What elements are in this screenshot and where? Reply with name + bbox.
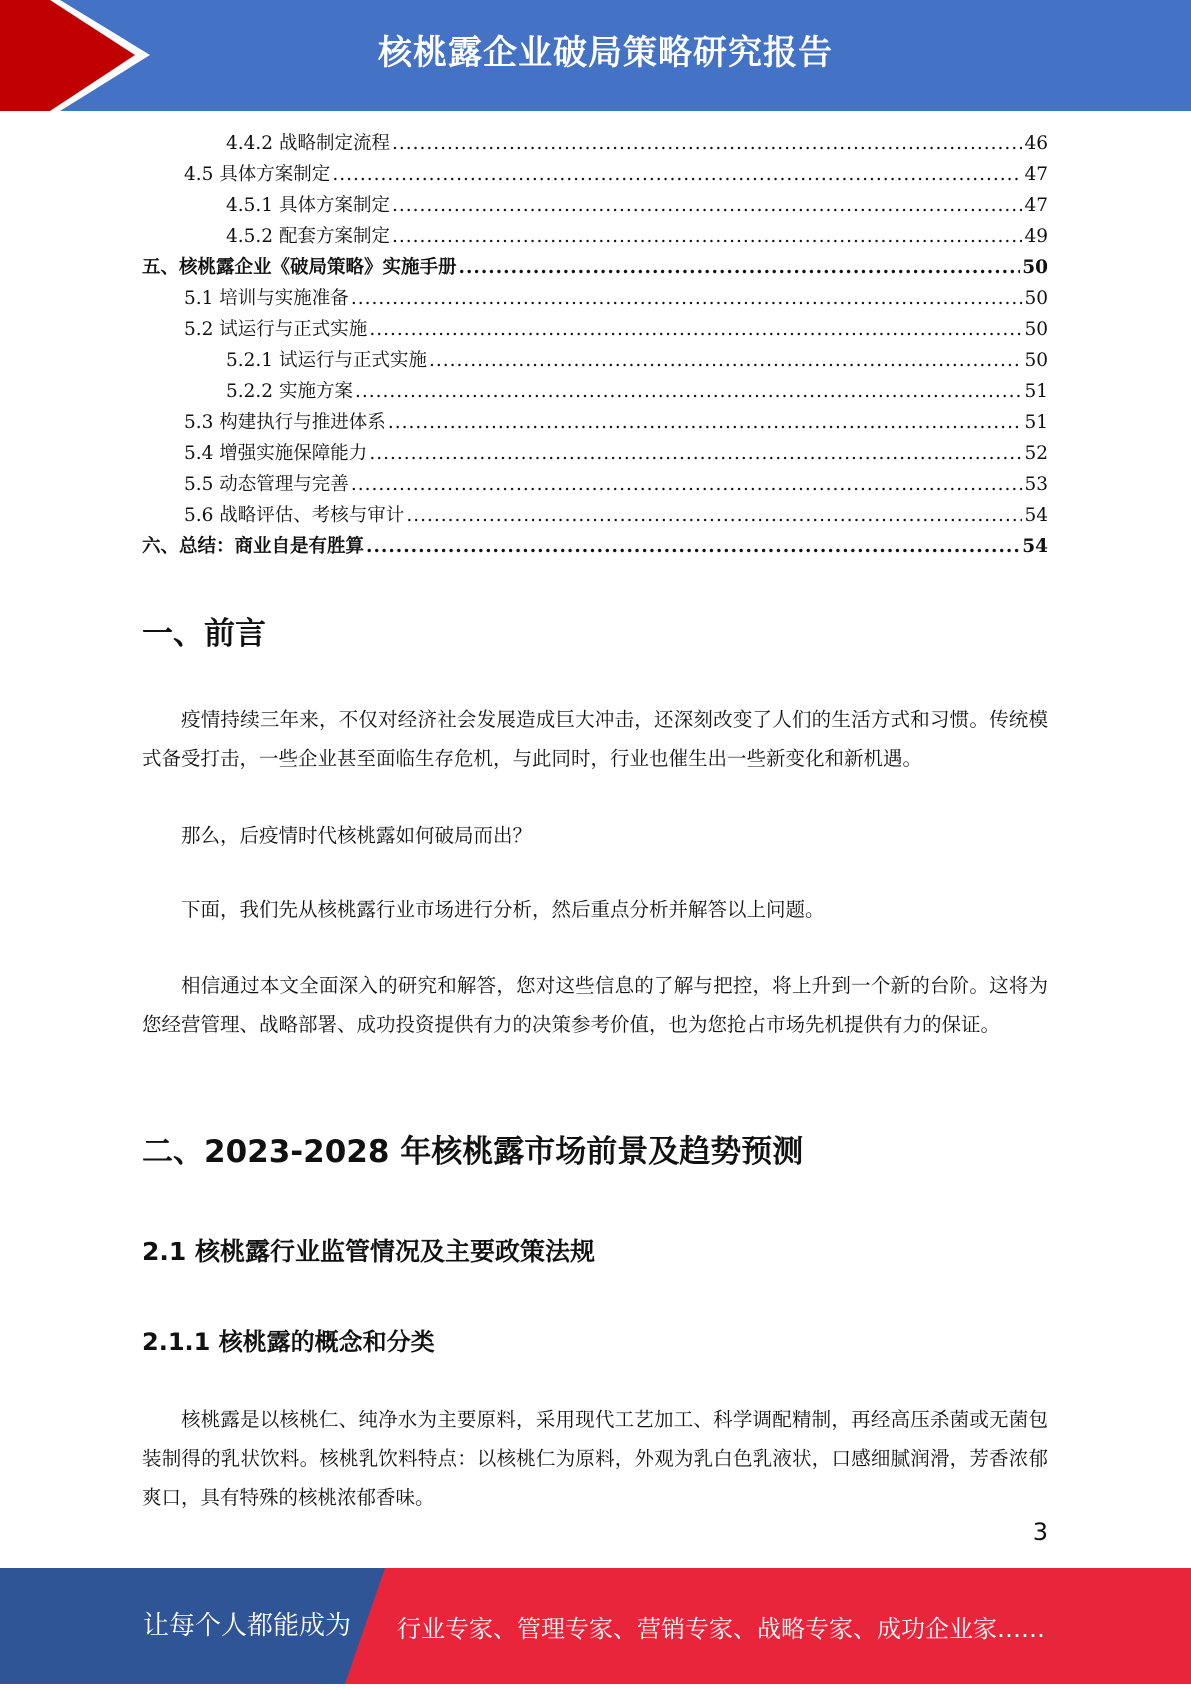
toc-entry-title: 4.5 具体方案制定 [184,164,331,185]
preface-paragraph-2: 那么，后疫情时代核桃露如何破局而出？ [181,824,533,847]
toc-entry[interactable] [142,221,1048,252]
toc-entry-page: 53 [1024,474,1048,495]
toc-entry[interactable] [142,438,1048,469]
toc-entry-title: 4.4.2 战略制定流程 [226,133,390,154]
toc-entry[interactable] [142,190,1048,221]
toc-entry[interactable] [142,314,1048,345]
footer-slogan-right: 行业专家、管理专家、营销专家、战略专家、成功企业家…… [397,1615,1045,1643]
toc-entry-title: 5.5 动态管理与完善 [184,474,349,495]
toc-leader-dots [392,128,1022,159]
preface-heading: 一、前言 [142,616,266,652]
toc-entry[interactable] [142,376,1048,407]
page-number: 3 [1032,1518,1048,1546]
toc-entry-page: 54 [1024,505,1048,526]
toc-entry[interactable] [142,469,1048,500]
section-2-1-heading: 2.1 核桃露行业监管情况及主要政策法规 [142,1237,595,1266]
toc-entry-page: 51 [1024,381,1048,402]
toc-entry-page: 49 [1024,226,1048,247]
toc-entry[interactable] [142,345,1048,376]
toc-entry-title: 5.2.1 试运行与正式实施 [226,350,427,371]
toc-entry[interactable] [142,407,1048,438]
chapter-2-heading: 二、2023-2028 年核桃露市场前景及趋势预测 [142,1134,804,1170]
toc-entry-page: 50 [1024,319,1048,340]
page-header [0,0,1191,111]
toc-entry-title: 5.3 构建执行与推进体系 [184,412,386,433]
toc-leader-dots [355,376,1023,407]
toc-leader-dots [351,283,1023,314]
toc-entry[interactable] [142,252,1048,283]
toc-entry[interactable] [142,500,1048,531]
toc-leader-dots [392,190,1022,221]
toc-entry-page: 47 [1024,164,1048,185]
toc-entry-page: 51 [1024,412,1048,433]
section-2-1-1-paragraph: 核桃露是以核桃仁、纯净水为主要原料，采用现代工艺加工、科学调配精制，再经高压杀菌或无菌包装制得的乳状饮料。核桃乳饮料特点：以核桃仁为原料，外观为乳白色乳液状，口感细腻润滑，芳香浓郁爽口，具有特殊的核桃浓郁香味。 [142,1408,1048,1509]
toc-leader-dots [392,221,1022,252]
toc-entry-title: 5.4 增强实施保障能力 [184,443,368,464]
toc-entry-title: 4.5.1 具体方案制定 [226,195,390,216]
toc-entry-title: 4.5.2 配套方案制定 [226,226,390,247]
toc-entry-page: 50 [1024,288,1048,309]
toc-entry-page: 46 [1024,133,1048,154]
toc-entry-page: 50 [1022,257,1048,278]
toc-leader-dots [369,438,1022,469]
preface-paragraph-4: 相信通过本文全面深入的研究和解答，您对这些信息的了解与把控，将上升到一个新的台阶。这将为您经营管理、战略部署、成功投资提供有力的决策参考价值，也为您抢占市场先机提供有力的保证。 [142,974,1048,1036]
table-of-contents [142,128,1048,562]
toc-entry-title: 五、核桃露企业《破局策略》实施手册 [142,257,457,278]
toc-entry[interactable] [142,531,1048,562]
toc-leader-dots [366,531,1020,562]
toc-leader-dots [388,407,1023,438]
preface-paragraph-1: 疫情持续三年来，不仅对经济社会发展造成巨大冲击，还深刻改变了人们的生活方式和习惯。传统模式备受打击，一些企业甚至面临生存危机，与此同时，行业也催生出一些新变化和新机遇。 [142,708,1048,770]
footer-slogan-left: 让每个人都能成为 [143,1611,352,1641]
toc-entry-title: 5.1 培训与实施准备 [184,288,349,309]
toc-entry-page: 52 [1024,443,1048,464]
toc-entry-title: 5.2 试运行与正式实施 [184,319,368,340]
toc-leader-dots [351,469,1023,500]
toc-entry-page: 47 [1024,195,1048,216]
toc-entry[interactable] [142,159,1048,190]
toc-entry-page: 54 [1022,536,1048,557]
toc-leader-dots [369,314,1022,345]
toc-entry-title: 六、总结：商业自是有胜算 [142,536,365,557]
toc-entry-page: 50 [1024,350,1048,371]
toc-leader-dots [406,500,1022,531]
toc-entry[interactable] [142,283,1048,314]
header-title: 核桃露企业破局策略研究报告 [378,33,833,73]
section-2-1-1-heading: 2.1.1 核桃露的概念和分类 [142,1328,435,1356]
toc-leader-dots [429,345,1022,376]
toc-entry-title: 5.6 战略评估、考核与审计 [184,505,405,526]
toc-leader-dots [332,159,1022,190]
toc-leader-dots [459,252,1021,283]
page-footer [0,1568,1191,1684]
preface-paragraph-3: 下面，我们先从核桃露行业市场进行分析，然后重点分析并解答以上问题。 [181,898,825,921]
toc-entry[interactable] [142,128,1048,159]
toc-entry-title: 5.2.2 实施方案 [226,381,353,402]
